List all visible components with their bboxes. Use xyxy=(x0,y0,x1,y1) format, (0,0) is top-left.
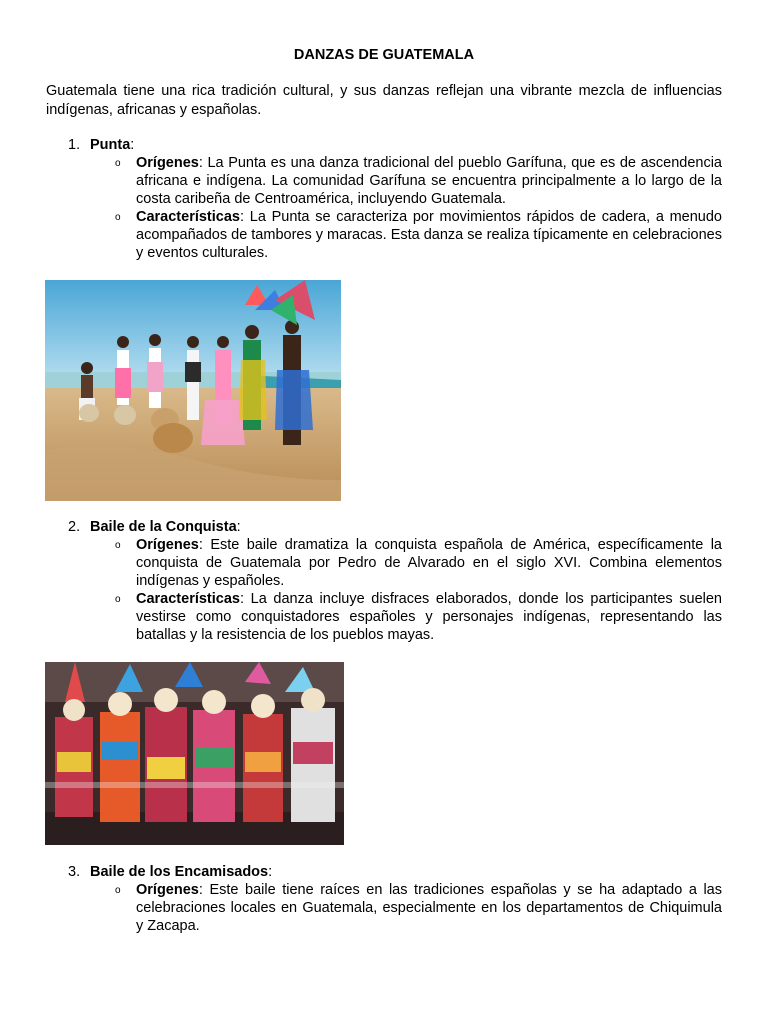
origins-text: Orígenes: La Punta es una danza tradicional del pueblo Garífuna, que es de ascendencia africana e indígena. La comunidad Garífuna se encuentra principalmente a lo largo de la costa caribeña de Centroamérica, incluyendo Guatemala. xyxy=(136,155,723,208)
characteristics-text: Características: La danza incluye disfraces elaborados, donde los participantes suelen vestirse como conquistadores españoles y personajes indígenas, representando las batallas y la resistencia de los pueblos mayas. xyxy=(136,591,722,644)
origins-text: Orígenes: Este baile dramatiza la conquista española de América, específicamente la conquista de Guatemala por Pedro de Alvarado en el siglo XVI. Combina elementos indígenas y españoles. xyxy=(136,537,722,590)
point-text: La Punta es una danza tradicional del pueblo Garífuna, que es de ascendencia africana e indígena. La comunidad Garífuna se encuentra principalmente a lo largo de la costa caribeña de Centroamérica, incluyendo Guatemala. xyxy=(136,155,723,208)
dance-name: Baile de los Encamisados xyxy=(90,864,269,880)
point-label: Orígenes xyxy=(136,537,199,553)
point-text: Este baile tiene raíces en las tradiciones españolas y se ha adaptado a las celebraciones locales en Guatemala, especialmente en los departamentos de Chiquimula y Zacapa. xyxy=(136,882,722,935)
bullet-icon: o xyxy=(115,885,121,896)
point-text: La danza incluye disfraces elaborados, donde los participantes suelen vestirse como conquistadores españoles y personajes indígenas, representando las batallas y la resistencia de los pueblos mayas. xyxy=(136,591,722,644)
intro-paragraph: Guatemala tiene una rica tradición cultural, y sus danzas reflejan una vibrante mezcla de influencias indígenas, africanas y españolas. xyxy=(46,83,722,118)
point-label: Características xyxy=(136,591,240,607)
point-label: Características xyxy=(136,209,240,225)
dance-heading-punta: 1. Punta: xyxy=(68,137,135,153)
point-text: La Punta se caracteriza por movimientos rápidos de cadera, a menudo acompañados de tambores y maracas. Esta danza se realiza típicamente en celebraciones y eventos culturales. xyxy=(136,209,723,262)
dance-name: Punta xyxy=(90,137,131,153)
list-number: 3. xyxy=(68,864,81,880)
dance-heading-encamisados: 3. Baile de los Encamisados: xyxy=(68,864,273,880)
document-title: DANZAS DE GUATEMALA xyxy=(293,47,475,63)
conquista-dancers-photo xyxy=(45,662,344,845)
point-text: Este baile dramatiza la conquista española de América, específicamente la conquista de Guatemala por Pedro de Alvarado en el siglo XVI. Combina elementos indígenas y españoles. xyxy=(136,537,722,590)
point-label: Orígenes xyxy=(136,155,199,171)
dance-name: Baile de la Conquista xyxy=(90,519,237,535)
origins-text: Orígenes: Este baile tiene raíces en las tradiciones españolas y se ha adaptado a las celebraciones locales en Guatemala, especialmente en los departamentos de Chiquimula y Zacapa. xyxy=(136,882,722,935)
characteristics-text: Características: La Punta se caracteriza por movimientos rápidos de cadera, a menudo acompañados de tambores y maracas. Esta danza se realiza típicamente en celebraciones y eventos culturales. xyxy=(136,209,723,262)
punta-dancers-photo xyxy=(45,280,341,501)
dance-heading-conquista: 2. Baile de la Conquista: xyxy=(68,519,241,535)
list-number: 1. xyxy=(68,137,81,153)
bullet-icon: o xyxy=(115,594,121,605)
list-number: 2. xyxy=(68,519,81,535)
bullet-icon: o xyxy=(115,540,121,551)
bullet-icon: o xyxy=(115,158,121,169)
bullet-icon: o xyxy=(115,212,121,223)
point-label: Orígenes xyxy=(136,882,199,898)
